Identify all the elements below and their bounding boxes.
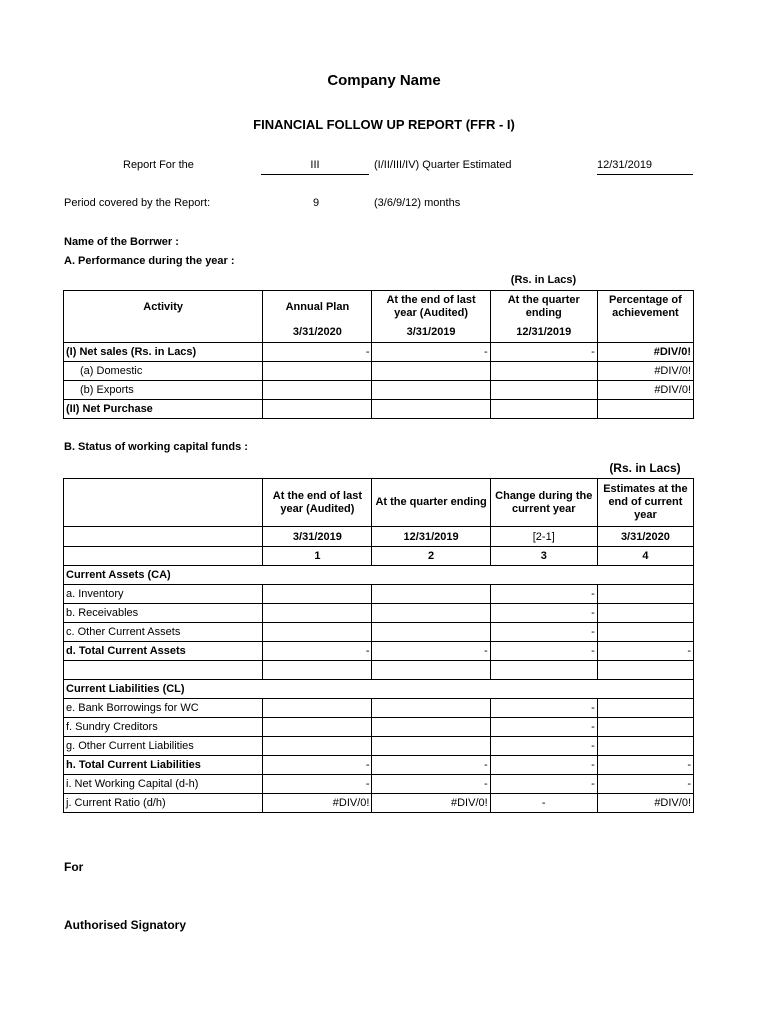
col-number: 4 [597, 547, 693, 566]
row-label: i. Net Working Capital (d-h) [64, 775, 263, 794]
col-header-percentage: Percentage of achievement [597, 291, 693, 323]
date-quarter: 12/31/2019 [372, 527, 490, 547]
cell[interactable] [263, 604, 372, 623]
row-label: e. Bank Borrowings for WC [64, 699, 263, 718]
row-label: (II) Net Purchase [64, 400, 263, 419]
label-spacer [64, 547, 263, 566]
cell: - [372, 775, 490, 794]
quarter-options-label: (I/II/III/IV) Quarter Estimated [374, 159, 512, 171]
table-row [64, 775, 694, 794]
section-b-title: B. Status of working capital funds : [64, 441, 248, 453]
blank-cell [64, 661, 263, 680]
cell[interactable] [372, 623, 490, 642]
table-row [64, 585, 694, 604]
table-row [64, 642, 694, 661]
cell[interactable] [263, 623, 372, 642]
change-formula: [2-1] [490, 527, 597, 547]
cell: - [597, 642, 693, 661]
table-row [64, 699, 694, 718]
col-header-estimate: Estimates at the end of current year [597, 479, 693, 527]
cell[interactable] [372, 604, 490, 623]
cell: - [597, 775, 693, 794]
col-header-annual-plan: Annual Plan [263, 291, 372, 323]
date-estimate: 3/31/2020 [597, 527, 693, 547]
cell: - [490, 718, 597, 737]
table-row [64, 381, 694, 400]
row-label: c. Other Current Assets [64, 623, 263, 642]
cell: - [263, 642, 372, 661]
borrower-label: Name of the Borrwer : [64, 236, 179, 248]
cell: - [490, 794, 597, 813]
table-row [64, 794, 694, 813]
row-label: (b) Exports [64, 381, 263, 400]
cell: - [263, 756, 372, 775]
col-header-activity: Activity [64, 291, 263, 323]
cell[interactable] [263, 381, 372, 400]
cell[interactable]: - [372, 343, 490, 362]
blank-cell [597, 661, 693, 680]
company-name: Company Name [327, 72, 441, 89]
authorised-signatory: Authorised Signatory [64, 918, 187, 932]
cell[interactable] [597, 585, 693, 604]
cell: - [490, 775, 597, 794]
cell: #DIV/0! [597, 343, 693, 362]
cell[interactable] [372, 400, 490, 419]
row-label: d. Total Current Assets [64, 642, 263, 661]
cell: - [490, 604, 597, 623]
section-a-title: A. Performance during the year : [64, 255, 235, 267]
cell[interactable] [263, 400, 372, 419]
blank-cell [372, 661, 490, 680]
report-date-field[interactable]: 12/31/2019 [597, 159, 693, 175]
table-row [64, 737, 694, 756]
blank-cell [263, 661, 372, 680]
table-row [64, 718, 694, 737]
cell[interactable] [263, 362, 372, 381]
cell[interactable] [597, 604, 693, 623]
report-title: FINANCIAL FOLLOW UP REPORT (FFR - I) [253, 117, 515, 132]
table-row [64, 604, 694, 623]
cell: - [490, 756, 597, 775]
period-label: Period covered by the Report: [64, 197, 211, 209]
cell: #DIV/0! [263, 794, 372, 813]
cell: - [372, 756, 490, 775]
section-a-unit: (Rs. in Lacs) [510, 274, 577, 286]
working-capital-table [63, 478, 694, 813]
row-label: (a) Domestic [64, 362, 263, 381]
cell[interactable]: - [490, 343, 597, 362]
cell[interactable] [490, 400, 597, 419]
cell[interactable] [372, 362, 490, 381]
activity-header-spacer [64, 323, 263, 343]
row-label: f. Sundry Creditors [64, 718, 263, 737]
cell: #DIV/0! [372, 794, 490, 813]
col-header-change: Change during the current year [490, 479, 597, 527]
cell [597, 400, 693, 419]
period-options-label: (3/6/9/12) months [374, 197, 461, 209]
table-row [64, 343, 694, 362]
cell[interactable] [597, 623, 693, 642]
current-liabilities-heading: Current Liabilities (CL) [64, 680, 694, 699]
row-label: b. Receivables [64, 604, 263, 623]
label-header-spacer [64, 479, 263, 527]
date-quarter: 12/31/2019 [490, 323, 597, 343]
cell: - [263, 775, 372, 794]
cell: #DIV/0! [597, 381, 693, 400]
col-header-last-year: At the end of last year (Audited) [372, 291, 490, 323]
cell[interactable] [372, 381, 490, 400]
cell[interactable] [597, 699, 693, 718]
current-assets-heading: Current Assets (CA) [64, 566, 694, 585]
percentage-header-spacer [597, 323, 693, 343]
cell[interactable] [597, 718, 693, 737]
col-header-last-year: At the end of last year (Audited) [263, 479, 372, 527]
col-number: 3 [490, 547, 597, 566]
row-label: j. Current Ratio (d/h) [64, 794, 263, 813]
row-label: (I) Net sales (Rs. in Lacs) [64, 343, 263, 362]
label-spacer [64, 527, 263, 547]
cell[interactable] [263, 718, 372, 737]
cell: - [490, 642, 597, 661]
col-number: 2 [372, 547, 490, 566]
cell: - [490, 623, 597, 642]
cell[interactable] [372, 737, 490, 756]
cell: - [597, 756, 693, 775]
cell: - [490, 699, 597, 718]
period-field[interactable]: 9 [312, 197, 320, 209]
cell[interactable] [372, 718, 490, 737]
row-label: h. Total Current Liabilities [64, 756, 263, 775]
cell[interactable]: - [263, 343, 372, 362]
cell: #DIV/0! [597, 362, 693, 381]
cell[interactable] [372, 699, 490, 718]
date-last-year: 3/31/2019 [372, 323, 490, 343]
quarter-field[interactable]: III [261, 159, 369, 175]
row-label: g. Other Current Liabilities [64, 737, 263, 756]
cell[interactable] [597, 737, 693, 756]
report-for-label: Report For the [123, 159, 194, 171]
date-last-year: 3/31/2019 [263, 527, 372, 547]
cell[interactable] [263, 699, 372, 718]
cell[interactable] [372, 585, 490, 604]
table-row [64, 756, 694, 775]
col-header-quarter: At the quarter ending [372, 479, 490, 527]
row-label: a. Inventory [64, 585, 263, 604]
cell[interactable] [490, 381, 597, 400]
table-row [64, 623, 694, 642]
col-header-quarter: At the quarter ending [490, 291, 597, 323]
cell: - [372, 642, 490, 661]
cell: - [490, 737, 597, 756]
cell[interactable] [263, 585, 372, 604]
blank-cell [490, 661, 597, 680]
cell[interactable] [490, 362, 597, 381]
cell[interactable] [263, 737, 372, 756]
table-row [64, 362, 694, 381]
date-annual-plan: 3/31/2020 [263, 323, 372, 343]
for-label: For [64, 860, 84, 874]
table-row [64, 400, 694, 419]
col-number: 1 [263, 547, 372, 566]
cell: - [490, 585, 597, 604]
performance-table [63, 290, 694, 419]
section-b-unit: (Rs. in Lacs) [609, 461, 681, 475]
cell: #DIV/0! [597, 794, 693, 813]
